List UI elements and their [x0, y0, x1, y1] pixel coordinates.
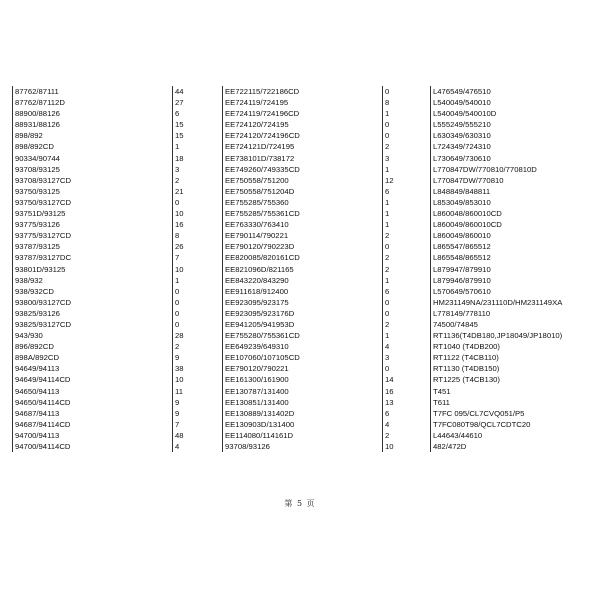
table-row [13, 441, 589, 452]
quantity-a-cell: 0 [173, 197, 223, 208]
part-number-a-cell: 898/892 [13, 130, 173, 141]
table-row [13, 408, 589, 419]
quantity-a-cell: 27 [173, 97, 223, 108]
quantity-a-cell: 28 [173, 330, 223, 341]
quantity-a-cell: 10 [173, 374, 223, 385]
part-number-a-cell: 898/892CD [13, 141, 173, 152]
part-number-a-cell: 93775/93126 [13, 219, 173, 230]
table-row [13, 397, 589, 408]
part-number-c-cell: L476549/476510 [431, 86, 589, 97]
table-row [13, 319, 589, 330]
quantity-a-cell: 4 [173, 441, 223, 452]
part-number-b-cell: EE790120/790223D [223, 241, 383, 252]
quantity-a-cell: 44 [173, 86, 223, 97]
table-row [13, 141, 589, 152]
part-number-a-cell: 93708/93127CD [13, 175, 173, 186]
quantity-a-cell: 48 [173, 430, 223, 441]
quantity-b-cell: 1 [383, 108, 431, 119]
table-row [13, 286, 589, 297]
part-number-c-cell: 74500/74845 [431, 319, 589, 330]
quantity-b-cell: 0 [383, 130, 431, 141]
table-row [13, 130, 589, 141]
table-row [13, 297, 589, 308]
quantity-b-cell: 3 [383, 352, 431, 363]
part-number-b-cell: EE941205/941953D [223, 319, 383, 330]
quantity-b-cell: 2 [383, 141, 431, 152]
part-number-b-cell: EE763330/763410 [223, 219, 383, 230]
part-number-c-cell: L540049/540010D [431, 108, 589, 119]
quantity-b-cell: 6 [383, 186, 431, 197]
quantity-a-cell: 11 [173, 386, 223, 397]
table-row [13, 219, 589, 230]
part-number-b-cell: 93708/93126 [223, 441, 383, 452]
table-row [13, 275, 589, 286]
part-number-b-cell: EE107060/107105CD [223, 352, 383, 363]
part-number-a-cell: 93750/93125 [13, 186, 173, 197]
quantity-b-cell: 4 [383, 341, 431, 352]
part-number-a-cell: 93825/93126 [13, 308, 173, 319]
part-number-c-cell: RT1130 (T4DB150) [431, 363, 589, 374]
part-number-a-cell: 87762/87111 [13, 86, 173, 97]
quantity-a-cell: 1 [173, 141, 223, 152]
part-number-c-cell: RT1136(T4DB180,JP18049/JP18010) [431, 330, 589, 341]
part-number-b-cell: EE724119/724196CD [223, 108, 383, 119]
part-number-c-cell: RT1040 (T4DB200) [431, 341, 589, 352]
table-row [13, 230, 589, 241]
part-number-a-cell: 93801D/93125 [13, 264, 173, 275]
quantity-a-cell: 16 [173, 219, 223, 230]
quantity-b-cell: 1 [383, 275, 431, 286]
part-number-b-cell: EE790114/790221 [223, 230, 383, 241]
quantity-a-cell: 2 [173, 341, 223, 352]
part-number-c-cell: T451 [431, 386, 589, 397]
part-number-a-cell: 93750/93127CD [13, 197, 173, 208]
part-number-b-cell: EE755285/755361CD [223, 208, 383, 219]
quantity-b-cell: 3 [383, 153, 431, 164]
quantity-b-cell: 13 [383, 397, 431, 408]
quantity-b-cell: 12 [383, 175, 431, 186]
part-number-c-cell: L724349/724310 [431, 141, 589, 152]
quantity-a-cell: 7 [173, 252, 223, 263]
quantity-a-cell: 9 [173, 397, 223, 408]
part-number-a-cell: 898A/892CD [13, 352, 173, 363]
part-number-b-cell: EE821096D/821165 [223, 264, 383, 275]
table-row [13, 164, 589, 175]
part-number-c-cell: L860049/860010CD [431, 219, 589, 230]
quantity-b-cell: 14 [383, 374, 431, 385]
part-number-c-cell: T7FC080T98/QCL7CDTC20 [431, 419, 589, 430]
quantity-a-cell: 0 [173, 297, 223, 308]
part-number-b-cell: EE750558/751200 [223, 175, 383, 186]
quantity-a-cell: 9 [173, 408, 223, 419]
quantity-b-cell: 0 [383, 308, 431, 319]
table-row [13, 197, 589, 208]
part-number-b-cell: EE161300/161900 [223, 374, 383, 385]
quantity-b-cell: 2 [383, 230, 431, 241]
part-number-a-cell: 93708/93125 [13, 164, 173, 175]
part-number-c-cell: HM231149NA/231110D/HM231149XA [431, 297, 589, 308]
quantity-b-cell: 1 [383, 164, 431, 175]
part-number-a-cell: 88931/88126 [13, 119, 173, 130]
part-number-a-cell: 94700/94114CD [13, 441, 173, 452]
part-number-c-cell: L848849/848811 [431, 186, 589, 197]
quantity-b-cell: 0 [383, 297, 431, 308]
part-number-b-cell: EE820085/820161CD [223, 252, 383, 263]
part-number-a-cell: 90334/90744 [13, 153, 173, 164]
part-number-a-cell: 93775/93127CD [13, 230, 173, 241]
part-number-a-cell: 87762/87112D [13, 97, 173, 108]
page-number: 第 5 页 [284, 499, 316, 508]
part-number-c-cell: L555249/555210 [431, 119, 589, 130]
quantity-a-cell: 6 [173, 108, 223, 119]
part-number-a-cell: 938/932 [13, 275, 173, 286]
table-row [13, 86, 589, 97]
part-number-a-cell: 94650/94114CD [13, 397, 173, 408]
part-number-b-cell: EE923095/923175 [223, 297, 383, 308]
inventory-table [12, 86, 588, 452]
table-body [13, 86, 589, 452]
quantity-a-cell: 7 [173, 419, 223, 430]
part-number-c-cell: L853049/853010 [431, 197, 589, 208]
quantity-b-cell: 2 [383, 252, 431, 263]
quantity-a-cell: 8 [173, 230, 223, 241]
table-row [13, 330, 589, 341]
part-number-a-cell: 94687/94113 [13, 408, 173, 419]
quantity-a-cell: 2 [173, 175, 223, 186]
part-number-c-cell: 482/472D [431, 441, 589, 452]
part-number-b-cell: EE923095/923176D [223, 308, 383, 319]
part-number-b-cell: EE130903D/131400 [223, 419, 383, 430]
quantity-a-cell: 9 [173, 352, 223, 363]
quantity-b-cell: 2 [383, 264, 431, 275]
part-number-b-cell: EE911618/912400 [223, 286, 383, 297]
part-number-b-cell: EE750558/751204D [223, 186, 383, 197]
quantity-a-cell: 1 [173, 275, 223, 286]
part-number-a-cell: 896/892CD [13, 341, 173, 352]
part-number-a-cell: 94649/94114CD [13, 374, 173, 385]
part-number-b-cell: EE114080/114161D [223, 430, 383, 441]
quantity-b-cell: 8 [383, 97, 431, 108]
quantity-b-cell: 10 [383, 441, 431, 452]
quantity-b-cell: 0 [383, 86, 431, 97]
quantity-b-cell: 6 [383, 408, 431, 419]
part-number-a-cell: 94687/94114CD [13, 419, 173, 430]
part-number-c-cell: L44643/44610 [431, 430, 589, 441]
table-row [13, 341, 589, 352]
quantity-a-cell: 10 [173, 264, 223, 275]
table-row [13, 252, 589, 263]
part-number-c-cell: RT1225 (T4CB130) [431, 374, 589, 385]
part-number-b-cell: EE722115/722186CD [223, 86, 383, 97]
table-row [13, 386, 589, 397]
quantity-a-cell: 0 [173, 286, 223, 297]
quantity-b-cell: 2 [383, 319, 431, 330]
quantity-b-cell: 0 [383, 363, 431, 374]
table-row [13, 264, 589, 275]
part-number-c-cell: L540049/540010 [431, 97, 589, 108]
quantity-b-cell: 4 [383, 419, 431, 430]
part-number-b-cell: EE843220/843290 [223, 275, 383, 286]
part-number-c-cell: L770847DW/770810 [431, 175, 589, 186]
part-number-b-cell: EE130889/131402D [223, 408, 383, 419]
part-number-b-cell: EE724119/724195 [223, 97, 383, 108]
part-number-a-cell: 93787/93127DC [13, 252, 173, 263]
part-number-b-cell: EE790120/790221 [223, 363, 383, 374]
part-number-b-cell: EE749260/749335CD [223, 164, 383, 175]
quantity-b-cell: 1 [383, 330, 431, 341]
table-row [13, 108, 589, 119]
part-number-b-cell: EE724120/724195 [223, 119, 383, 130]
quantity-a-cell: 18 [173, 153, 223, 164]
quantity-b-cell: 0 [383, 119, 431, 130]
table-row [13, 186, 589, 197]
table-row [13, 352, 589, 363]
part-number-c-cell: L860048/860010CD [431, 208, 589, 219]
table-row [13, 153, 589, 164]
part-number-c-cell: T7FC 095/CL7CVQ051/P5 [431, 408, 589, 419]
part-number-a-cell: 938/932CD [13, 286, 173, 297]
part-number-c-cell: L865548/865512 [431, 252, 589, 263]
quantity-a-cell: 3 [173, 164, 223, 175]
quantity-a-cell: 0 [173, 319, 223, 330]
quantity-b-cell: 2 [383, 430, 431, 441]
part-number-c-cell: T611 [431, 397, 589, 408]
quantity-b-cell: 1 [383, 219, 431, 230]
quantity-b-cell: 0 [383, 241, 431, 252]
part-number-b-cell: EE130787/131400 [223, 386, 383, 397]
table-row [13, 119, 589, 130]
part-number-c-cell: L770847DW/770810/770810D [431, 164, 589, 175]
part-number-a-cell: 94700/94113 [13, 430, 173, 441]
part-number-a-cell: 93800/93127CD [13, 297, 173, 308]
table-row [13, 308, 589, 319]
part-number-c-cell: L570649/570610 [431, 286, 589, 297]
part-number-a-cell: 93825/93127CD [13, 319, 173, 330]
table-row [13, 419, 589, 430]
part-number-c-cell: RT1122 (T4CB110) [431, 352, 589, 363]
quantity-a-cell: 21 [173, 186, 223, 197]
table-row [13, 208, 589, 219]
part-number-b-cell: EE649239/649310 [223, 341, 383, 352]
table-row [13, 241, 589, 252]
table-row [13, 430, 589, 441]
part-number-a-cell: 93751D/93125 [13, 208, 173, 219]
quantity-a-cell: 26 [173, 241, 223, 252]
part-number-c-cell: L778149/778110 [431, 308, 589, 319]
part-number-b-cell: EE755280/755361CD [223, 330, 383, 341]
part-number-b-cell: EE724121D/724195 [223, 141, 383, 152]
part-number-c-cell: L730649/730610 [431, 153, 589, 164]
part-number-c-cell: L865547/865512 [431, 241, 589, 252]
part-number-a-cell: 88900/88126 [13, 108, 173, 119]
quantity-a-cell: 15 [173, 119, 223, 130]
quantity-a-cell: 15 [173, 130, 223, 141]
table-row [13, 175, 589, 186]
part-number-c-cell: L879946/879910 [431, 275, 589, 286]
part-number-c-cell: L630349/630310 [431, 130, 589, 141]
part-number-b-cell: EE724120/724196CD [223, 130, 383, 141]
quantity-b-cell: 1 [383, 208, 431, 219]
quantity-a-cell: 38 [173, 363, 223, 374]
quantity-b-cell: 1 [383, 197, 431, 208]
table-row [13, 97, 589, 108]
table-row [13, 374, 589, 385]
quantity-a-cell: 0 [173, 308, 223, 319]
part-number-a-cell: 94649/94113 [13, 363, 173, 374]
part-number-c-cell: L860049/860010 [431, 230, 589, 241]
part-number-a-cell: 93787/93125 [13, 241, 173, 252]
part-number-a-cell: 943/930 [13, 330, 173, 341]
quantity-a-cell: 10 [173, 208, 223, 219]
part-number-a-cell: 94650/94113 [13, 386, 173, 397]
table-row [13, 363, 589, 374]
part-number-b-cell: EE130851/131400 [223, 397, 383, 408]
part-number-b-cell: EE755285/755360 [223, 197, 383, 208]
quantity-b-cell: 6 [383, 286, 431, 297]
quantity-b-cell: 16 [383, 386, 431, 397]
part-number-b-cell: EE738101D/738172 [223, 153, 383, 164]
part-number-c-cell: L879947/879910 [431, 264, 589, 275]
